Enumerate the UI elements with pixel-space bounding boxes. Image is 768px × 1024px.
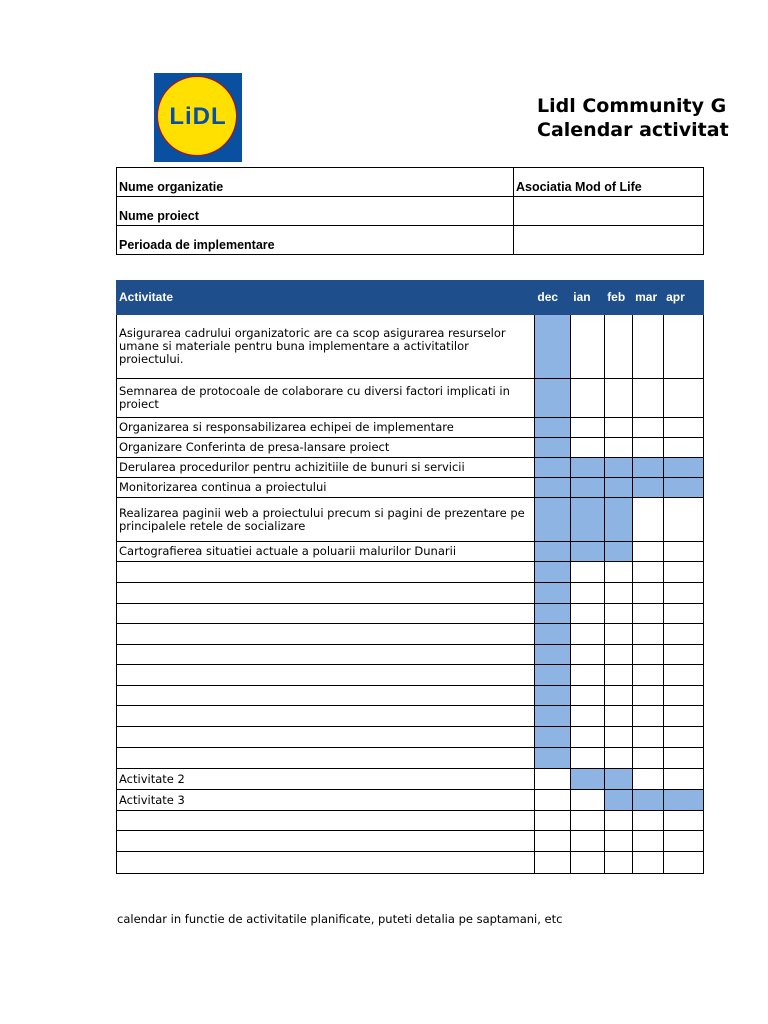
month-cell-feb[interactable]: [605, 498, 633, 542]
month-cell-ian[interactable]: [571, 665, 605, 686]
month-cell-ian[interactable]: [571, 542, 605, 562]
title-line-1: Lidl Community G: [537, 95, 727, 117]
month-cell-feb[interactable]: [605, 624, 633, 645]
table-row: [117, 542, 704, 562]
month-cell-feb[interactable]: [605, 315, 633, 379]
activity-cell[interactable]: Activitate 2: [117, 769, 535, 790]
activity-cell[interactable]: [117, 686, 535, 706]
page-title: [537, 94, 729, 142]
table-row: [117, 769, 704, 790]
month-cell-feb[interactable]: [605, 811, 633, 831]
table-row: [117, 458, 704, 478]
activity-cell[interactable]: [117, 583, 535, 604]
month-cell-mar[interactable]: [633, 418, 664, 438]
month-cell-mar[interactable]: [633, 583, 664, 604]
activity-cell[interactable]: [117, 831, 535, 852]
info-label: Nume proiect: [117, 197, 514, 226]
month-cell-ian[interactable]: [571, 790, 605, 811]
table-row: [117, 831, 704, 852]
month-cell-feb[interactable]: [605, 790, 633, 811]
table-row: [117, 727, 704, 748]
month-cell-dec[interactable]: [535, 706, 571, 727]
month-cell-ian[interactable]: [571, 583, 605, 604]
activity-cell[interactable]: Monitorizarea continua a proiectului: [117, 478, 535, 498]
month-cell-mar[interactable]: [633, 542, 664, 562]
month-cell-dec[interactable]: [535, 624, 571, 645]
month-cell-apr[interactable]: [664, 706, 704, 727]
header-month: dec: [535, 281, 571, 315]
title-line-2: Calendar activitat: [537, 119, 729, 141]
month-cell-ian[interactable]: [571, 748, 605, 769]
month-cell-apr[interactable]: [664, 624, 704, 645]
activity-cell[interactable]: [117, 562, 535, 583]
footnote: calendar in functie de activitatile planificate, puteti detalia pe saptamani, etc: [117, 912, 563, 926]
activity-cell[interactable]: [117, 706, 535, 727]
info-row: [117, 226, 704, 255]
month-cell-dec[interactable]: [535, 852, 571, 874]
activity-cell[interactable]: Cartografierea situatiei actuale a poluarii malurilor Dunarii: [117, 542, 535, 562]
month-cell-dec[interactable]: [535, 645, 571, 665]
month-cell-ian[interactable]: [571, 562, 605, 583]
month-cell-ian[interactable]: [571, 831, 605, 852]
month-cell-dec[interactable]: [535, 769, 571, 790]
activity-cell[interactable]: [117, 852, 535, 874]
activity-cell[interactable]: [117, 645, 535, 665]
month-cell-feb[interactable]: [605, 438, 633, 458]
month-cell-mar[interactable]: [633, 769, 664, 790]
table-row: [117, 811, 704, 831]
table-row: [117, 478, 704, 498]
month-cell-feb[interactable]: [605, 852, 633, 874]
month-cell-feb[interactable]: [605, 686, 633, 706]
month-cell-ian[interactable]: [571, 852, 605, 874]
month-cell-feb[interactable]: [605, 583, 633, 604]
month-cell-mar[interactable]: [633, 604, 664, 624]
month-cell-apr[interactable]: [664, 790, 704, 811]
month-cell-ian[interactable]: [571, 686, 605, 706]
month-cell-mar[interactable]: [633, 852, 664, 874]
header-month: ian: [571, 281, 605, 315]
activity-cell[interactable]: Derularea procedurilor pentru achizitiile de bunuri si servicii: [117, 458, 535, 478]
table-row: [117, 498, 704, 542]
info-table: [116, 167, 704, 255]
table-row: [117, 645, 704, 665]
info-label: Nume organizatie: [117, 168, 514, 197]
month-cell-mar[interactable]: [633, 831, 664, 852]
activity-cell[interactable]: [117, 665, 535, 686]
month-cell-ian[interactable]: [571, 438, 605, 458]
month-cell-apr[interactable]: [664, 458, 704, 478]
month-cell-ian[interactable]: [571, 498, 605, 542]
month-cell-apr[interactable]: [664, 852, 704, 874]
table-row: [117, 583, 704, 604]
month-cell-dec[interactable]: [535, 604, 571, 624]
month-cell-mar[interactable]: [633, 562, 664, 583]
activity-cell[interactable]: Organizare Conferinta de presa-lansare proiect: [117, 438, 535, 458]
activity-calendar-table: [116, 280, 704, 874]
month-cell-feb[interactable]: [605, 418, 633, 438]
activity-cell[interactable]: Semnarea de protocoale de colaborare cu diversi factori implicati in proiect: [117, 379, 535, 418]
month-cell-ian[interactable]: [571, 706, 605, 727]
month-cell-dec[interactable]: [535, 478, 571, 498]
month-cell-ian[interactable]: [571, 478, 605, 498]
month-cell-feb[interactable]: [605, 542, 633, 562]
month-cell-dec[interactable]: [535, 315, 571, 379]
month-cell-apr[interactable]: [664, 645, 704, 665]
table-row: [117, 562, 704, 583]
month-cell-apr[interactable]: [664, 315, 704, 379]
month-cell-ian[interactable]: [571, 379, 605, 418]
table-row: [117, 379, 704, 418]
header-month: feb: [605, 281, 633, 315]
month-cell-apr[interactable]: [664, 583, 704, 604]
month-cell-dec[interactable]: [535, 379, 571, 418]
month-cell-mar[interactable]: [633, 665, 664, 686]
month-cell-apr[interactable]: [664, 438, 704, 458]
info-label: Perioada de implementare: [117, 226, 514, 255]
header-month: mar: [633, 281, 664, 315]
table-row: [117, 748, 704, 769]
month-cell-feb[interactable]: [605, 458, 633, 478]
month-cell-dec[interactable]: [535, 583, 571, 604]
month-cell-dec[interactable]: [535, 811, 571, 831]
header-row: [117, 281, 704, 315]
activity-cell[interactable]: [117, 727, 535, 748]
month-cell-feb[interactable]: [605, 769, 633, 790]
activity-cell[interactable]: Asigurarea cadrului organizatoric are ca scop asigurarea resurselor umane si materiale pentru buna implementare a activitatilor proiectului.: [117, 315, 535, 379]
table-row: [117, 686, 704, 706]
month-cell-apr[interactable]: [664, 478, 704, 498]
month-cell-apr[interactable]: [664, 727, 704, 748]
month-cell-dec[interactable]: [535, 458, 571, 478]
month-cell-mar[interactable]: [633, 811, 664, 831]
month-cell-feb[interactable]: [605, 645, 633, 665]
info-value[interactable]: [513, 197, 703, 226]
month-cell-mar[interactable]: [633, 438, 664, 458]
month-cell-dec[interactable]: [535, 748, 571, 769]
info-value[interactable]: Asociatia Mod of Life: [513, 168, 703, 197]
logo-text: LiDL: [169, 103, 227, 130]
month-cell-dec[interactable]: [535, 790, 571, 811]
month-cell-feb[interactable]: [605, 748, 633, 769]
activity-cell[interactable]: [117, 748, 535, 769]
month-cell-dec[interactable]: [535, 831, 571, 852]
table-row: [117, 418, 704, 438]
month-cell-apr[interactable]: [664, 542, 704, 562]
month-cell-feb[interactable]: [605, 706, 633, 727]
month-cell-mar[interactable]: [633, 727, 664, 748]
month-cell-apr[interactable]: [664, 748, 704, 769]
month-cell-ian[interactable]: [571, 727, 605, 748]
table-row: [117, 624, 704, 645]
month-cell-dec[interactable]: [535, 727, 571, 748]
month-cell-mar[interactable]: [633, 748, 664, 769]
month-cell-feb[interactable]: [605, 478, 633, 498]
month-cell-mar[interactable]: [633, 645, 664, 665]
month-cell-apr[interactable]: [664, 831, 704, 852]
table-row: [117, 852, 704, 874]
table-row: [117, 665, 704, 686]
month-cell-apr[interactable]: [664, 562, 704, 583]
activity-cell[interactable]: Organizarea si responsabilizarea echipei de implementare: [117, 418, 535, 438]
month-cell-dec[interactable]: [535, 498, 571, 542]
table-row: [117, 790, 704, 811]
month-cell-feb[interactable]: [605, 831, 633, 852]
month-cell-mar[interactable]: [633, 790, 664, 811]
month-cell-ian[interactable]: [571, 604, 605, 624]
month-cell-ian[interactable]: [571, 645, 605, 665]
month-cell-feb[interactable]: [605, 379, 633, 418]
activity-cell[interactable]: Activitate 3: [117, 790, 535, 811]
month-cell-feb[interactable]: [605, 562, 633, 583]
table-row: [117, 706, 704, 727]
month-cell-apr[interactable]: [664, 665, 704, 686]
month-cell-apr[interactable]: [664, 418, 704, 438]
info-row: [117, 168, 704, 197]
month-cell-ian[interactable]: [571, 624, 605, 645]
month-cell-ian[interactable]: [571, 769, 605, 790]
month-cell-feb[interactable]: [605, 727, 633, 748]
month-cell-dec[interactable]: [535, 686, 571, 706]
month-cell-dec[interactable]: [535, 665, 571, 686]
activity-cell[interactable]: [117, 811, 535, 831]
month-cell-ian[interactable]: [571, 418, 605, 438]
month-cell-apr[interactable]: [664, 498, 704, 542]
month-cell-ian[interactable]: [571, 315, 605, 379]
month-cell-apr[interactable]: [664, 604, 704, 624]
month-cell-mar[interactable]: [633, 315, 664, 379]
month-cell-mar[interactable]: [633, 478, 664, 498]
month-cell-mar[interactable]: [633, 706, 664, 727]
info-row: [117, 197, 704, 226]
month-cell-dec[interactable]: [535, 438, 571, 458]
month-cell-apr[interactable]: [664, 769, 704, 790]
month-cell-mar[interactable]: [633, 624, 664, 645]
activity-cell[interactable]: [117, 604, 535, 624]
header-activity: Activitate: [117, 281, 535, 315]
activity-rows: [117, 315, 704, 874]
month-cell-mar[interactable]: [633, 498, 664, 542]
activity-cell[interactable]: [117, 624, 535, 645]
month-cell-mar[interactable]: [633, 379, 664, 418]
month-cell-ian[interactable]: [571, 811, 605, 831]
month-cell-mar[interactable]: [633, 686, 664, 706]
month-cell-mar[interactable]: [633, 458, 664, 478]
table-row: [117, 438, 704, 458]
info-value[interactable]: [513, 226, 703, 255]
month-cell-apr[interactable]: [664, 379, 704, 418]
header-month: apr: [664, 281, 704, 315]
month-cell-feb[interactable]: [605, 665, 633, 686]
activity-cell[interactable]: Realizarea paginii web a proiectului precum si pagini de prezentare pe principalele retele de socializare: [117, 498, 535, 542]
month-cell-dec[interactable]: [535, 562, 571, 583]
month-cell-feb[interactable]: [605, 604, 633, 624]
month-cell-apr[interactable]: [664, 686, 704, 706]
month-cell-dec[interactable]: [535, 542, 571, 562]
table-row: [117, 315, 704, 379]
month-cell-apr[interactable]: [664, 811, 704, 831]
month-cell-ian[interactable]: [571, 458, 605, 478]
table-row: [117, 604, 704, 624]
month-cell-dec[interactable]: [535, 418, 571, 438]
